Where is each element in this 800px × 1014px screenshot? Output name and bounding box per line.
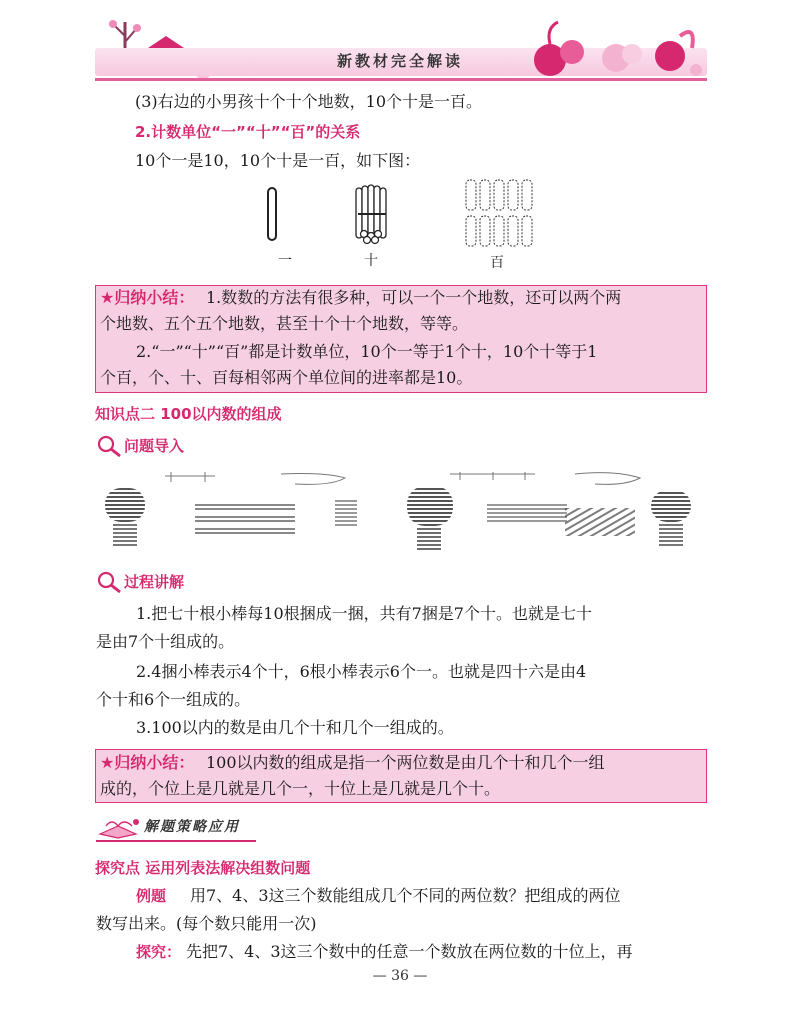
section-heading-counting-units: 2.计数单位“一”“十”“百”的关系 (135, 123, 361, 141)
explore-title: 探究点 运用列表法解决组数问题 (95, 859, 311, 877)
process-point-2-line-2: 个十和6个一组成的。 (96, 690, 251, 709)
summary-1-line-1: 1.数数的方法有很多种，可以一个一个地数，还可以两个两 (206, 288, 622, 307)
flower-illustration (520, 14, 710, 78)
knowledge-point-2-title: 知识点二 100以内数的组成 (95, 405, 282, 423)
process-point-3: 3.100以内的数是由几个十和几个一组成的。 (136, 718, 454, 737)
intro-line-3: (3)右边的小男孩十个十个地数，10个十是一百。 (135, 92, 483, 111)
process-label: 过程讲解 (124, 573, 185, 591)
strategy-underline (96, 840, 256, 842)
header-title: 新教材完全解读 (336, 52, 463, 70)
summary-1-line-3: 2.“一”“十”“百”都是计数单位，10个一等于1个十，10个十等于1 (136, 342, 598, 361)
label-hundred: 百 (490, 255, 504, 271)
magnifier-icon (96, 570, 126, 594)
counting-sticks-illustration (95, 468, 707, 556)
explore-tanjiu-label: 探究： (136, 943, 182, 961)
summary-2-label: ★归纳小结： (100, 753, 195, 772)
process-point-2-line-1: 2.4捆小棒表示4个十，6根小棒表示6个一。也就是四十六是由4 (136, 662, 587, 681)
process-point-1-line-1: 1.把七十根小棒每10根捆成一捆，共有7捆是7个十。也就是七十 (136, 604, 592, 623)
stick-bundle-ten-figure (350, 184, 394, 246)
page-number: — 36 — (372, 968, 428, 984)
summary-1-line-4: 个百，个、十、百每相邻两个单位间的进率都是10。 (100, 368, 473, 387)
example-line-2: 数写出来。(每个数只能用一次) (96, 914, 317, 933)
example-line-1: 用7、4、3这三个数能组成几个不同的两位数？把组成的两位 (190, 886, 621, 905)
question-intro-label: 问题导入 (124, 437, 185, 455)
label-one: 一 (278, 253, 292, 269)
page-header (0, 0, 800, 92)
magnifier-icon (96, 434, 126, 458)
intro-line-units: 10个一是10，10个十是一百，如下图： (135, 151, 421, 170)
label-ten: 十 (364, 253, 378, 269)
process-point-1-line-2: 是由7个十组成的。 (96, 632, 235, 651)
open-book-icon (96, 814, 142, 840)
summary-1-line-2: 个地数、五个五个地数，甚至十个十个地数，等等。 (100, 314, 469, 333)
stick-single-figure (262, 184, 282, 244)
summary-1-label: ★归纳小结： (100, 288, 195, 307)
explore-tanjiu-text: 先把7、4、3这三个数中的任意一个数放在两位数的十位上，再 (186, 942, 633, 961)
summary-2-line-2: 成的，个位上是几就是几个一，十位上是几就是几个十。 (100, 779, 501, 798)
strategy-label: 解题策略应用 (144, 819, 240, 835)
stick-bundle-hundred-figure (462, 176, 542, 250)
header-rule (95, 78, 707, 81)
example-label: 例题 (136, 887, 167, 905)
summary-2-line-1: 100以内数的组成是指一个两位数是由几个十和几个一组 (206, 753, 605, 772)
